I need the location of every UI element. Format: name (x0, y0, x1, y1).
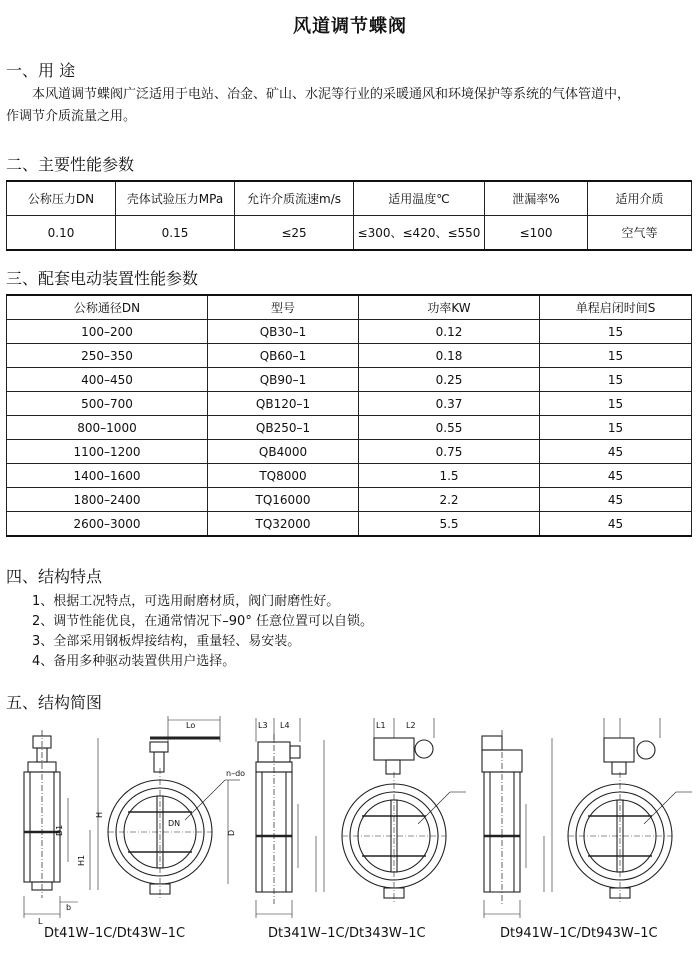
table-cell: 0.10 (7, 216, 116, 251)
table-cell: 45 (540, 464, 692, 488)
table-cell: 1100–1200 (7, 440, 208, 464)
caption-dt341w: Dt341W–1C/Dt343W–1C (268, 926, 426, 941)
table-header-cell: 壳体试验压力MPa (116, 181, 235, 216)
table-cell: 45 (540, 512, 692, 537)
caption-dt941w: Dt941W–1C/Dt943W–1C (500, 926, 658, 941)
table-cell: QB4000 (208, 440, 359, 464)
table-cell: 250–350 (7, 344, 208, 368)
feature-item: 3、全部采用钢板焊接结构，重量轻、易安装。 (32, 634, 301, 649)
dim-label-l: L (38, 917, 43, 924)
usage-line-1: 本风道调节蝶阀广泛适用于电站、冶金、矿山、水泥等行业的采暖通风和环境保护等系统的气体管道中， (32, 87, 631, 102)
drawing-1-front-view (108, 716, 240, 898)
table-cell: TQ16000 (208, 488, 359, 512)
table-row (7, 368, 692, 392)
dim-label-dn: DN (168, 819, 181, 828)
usage-line-2: 作调节介质流量之用。 (6, 109, 137, 124)
table-cell: QB120–1 (208, 392, 359, 416)
table-cell: 0.15 (116, 216, 235, 251)
drawing-1-side-view (24, 730, 98, 918)
table-cell: TQ8000 (208, 464, 359, 488)
table-header-cell: 泄漏率% (485, 181, 588, 216)
table-cell: 0.18 (359, 344, 540, 368)
table-cell: 100–200 (7, 320, 208, 344)
table-cell: QB90–1 (208, 368, 359, 392)
table-header-cell: 单程启闭时间S (540, 295, 692, 320)
table-cell: 1800–2400 (7, 488, 208, 512)
table-row (7, 344, 692, 368)
table-cell: 15 (540, 392, 692, 416)
table-row (7, 488, 692, 512)
table-cell: 15 (540, 368, 692, 392)
performance-table (6, 180, 692, 251)
table-cell: 45 (540, 488, 692, 512)
table-cell: ≤25 (235, 216, 354, 251)
section-heading-performance: 二、主要性能参数 (6, 155, 135, 174)
table-header-row (7, 295, 692, 320)
table-cell: TQ32000 (208, 512, 359, 537)
usage-paragraph (6, 84, 692, 128)
table-row (7, 440, 692, 464)
table-row (7, 392, 692, 416)
table-header-cell: 公称通径DN (7, 295, 208, 320)
dim-label-l2: L2 (406, 721, 416, 730)
dim-label-b: b (66, 903, 72, 912)
table-cell: 45 (540, 440, 692, 464)
table-cell: 800–1000 (7, 416, 208, 440)
dim-label-l4: L4 (280, 721, 290, 730)
table-row (7, 464, 692, 488)
feature-item: 2、调节性能优良，在通常情况下–90° 任意位置可以自锁。 (32, 614, 373, 629)
table-cell: 2600–3000 (7, 512, 208, 537)
drawing-2-side-view (256, 718, 324, 918)
caption-dt41w: Dt41W–1C/Dt43W–1C (44, 926, 186, 941)
table-header-cell: 公称压力DN (7, 181, 116, 216)
table-header-cell: 功率KW (359, 295, 540, 320)
dim-label-d1: D1 (55, 824, 64, 836)
table-cell: 0.37 (359, 392, 540, 416)
table-cell: 1400–1600 (7, 464, 208, 488)
section-heading-features: 四、结构特点 (6, 567, 103, 586)
feature-item: 1、根据工况特点，可选用耐磨材质，阀门耐磨性好。 (32, 594, 340, 609)
table-cell: ≤300、≤420、≤550 (354, 216, 485, 251)
table-header-cell: 适用介质 (588, 181, 692, 216)
table-cell: 400–450 (7, 368, 208, 392)
dim-label-l3: L3 (258, 721, 268, 730)
actuator-table (6, 294, 692, 537)
table-cell: 5.5 (359, 512, 540, 537)
table-row (7, 320, 692, 344)
page-title: 风道调节蝶阀 (293, 16, 407, 37)
drawing-2-front-view (342, 718, 466, 902)
table-cell: QB30–1 (208, 320, 359, 344)
table-header-row (7, 181, 692, 216)
dim-label-h: H (95, 811, 104, 818)
table-cell: QB250–1 (208, 416, 359, 440)
structure-drawings (0, 712, 700, 924)
dim-label-h1: H1 (77, 854, 86, 866)
drawing-3-front-view (568, 718, 692, 902)
section-heading-actuator: 三、配套电动装置性能参数 (6, 269, 199, 288)
section-heading-structure: 五、结构简图 (6, 693, 103, 712)
table-cell: 1.5 (359, 464, 540, 488)
table-row (7, 216, 692, 251)
table-row (7, 416, 692, 440)
dim-label-d: D (227, 829, 236, 836)
dim-label-ndo: n–do (226, 769, 246, 778)
table-cell: 15 (540, 344, 692, 368)
table-cell: 15 (540, 416, 692, 440)
drawing-3-side-view (482, 730, 552, 918)
table-cell: ≤100 (485, 216, 588, 251)
table-cell: 500–700 (7, 392, 208, 416)
table-cell: 2.2 (359, 488, 540, 512)
table-row (7, 512, 692, 537)
table-cell: QB60–1 (208, 344, 359, 368)
section-heading-usage: 一、用 途 (6, 61, 76, 80)
table-cell: 0.25 (359, 368, 540, 392)
dim-label-lo: Lo (186, 721, 196, 730)
table-header-cell: 适用温度℃ (354, 181, 485, 216)
table-cell: 0.12 (359, 320, 540, 344)
table-cell: 15 (540, 320, 692, 344)
feature-item: 4、备用多种驱动装置供用户选择。 (32, 654, 236, 669)
table-cell: 0.75 (359, 440, 540, 464)
table-cell: 空气等 (588, 216, 692, 251)
table-cell: 0.55 (359, 416, 540, 440)
table-header-cell: 型号 (208, 295, 359, 320)
table-header-cell: 允许介质流速m/s (235, 181, 354, 216)
dim-label-l1: L1 (376, 721, 386, 730)
